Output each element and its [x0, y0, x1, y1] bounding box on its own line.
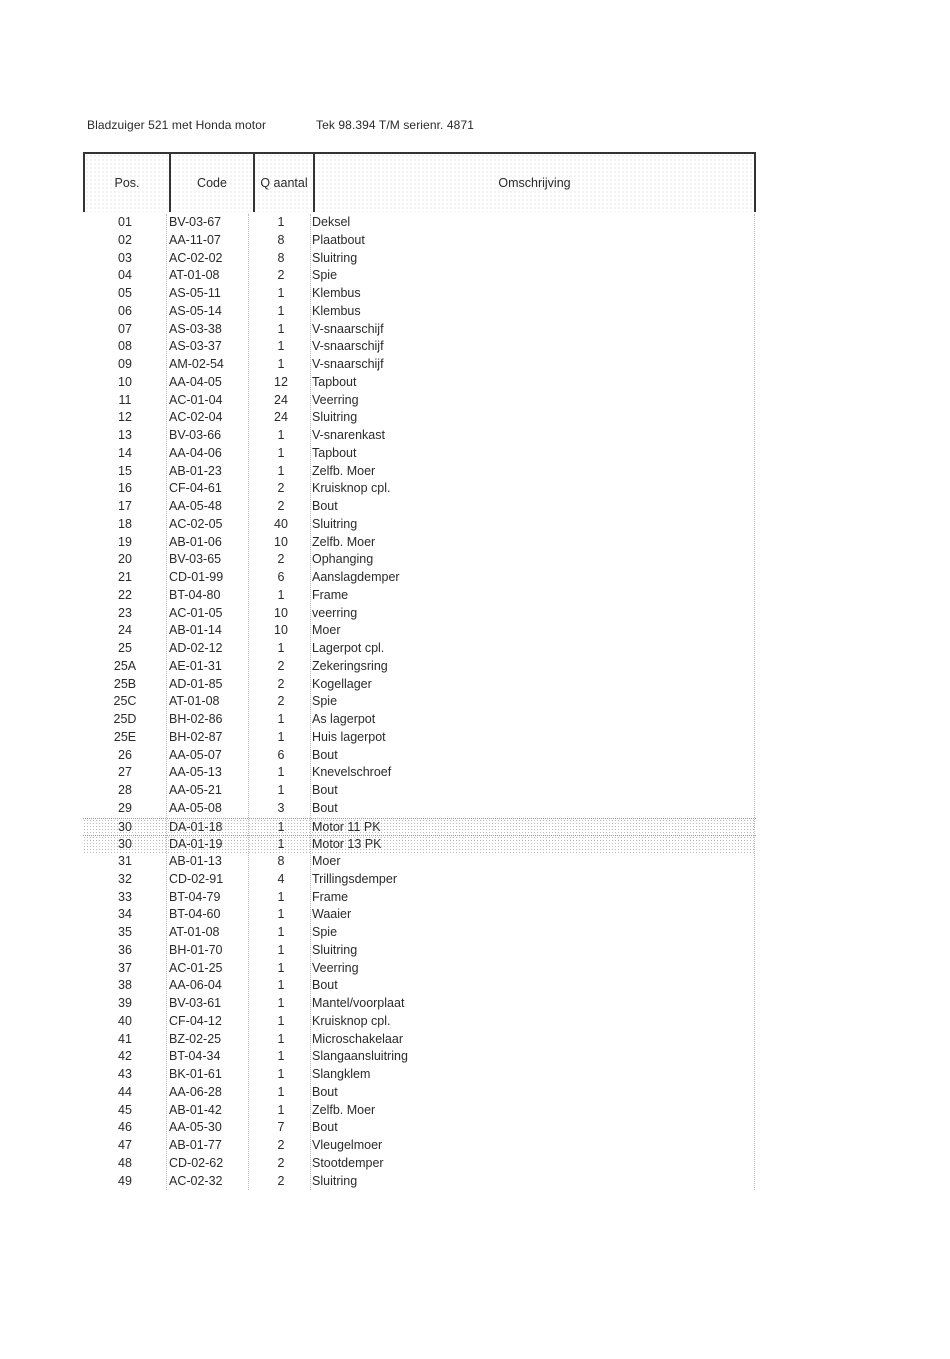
cell-qty: 1: [277, 1067, 285, 1081]
cell-qty: 1: [277, 286, 285, 300]
cell-code: AA-11-07: [169, 232, 221, 247]
table-row: [83, 693, 756, 711]
cell-description: Bout: [312, 1120, 338, 1135]
cell-pos: 13: [118, 428, 132, 442]
cell-description: Bout: [312, 783, 338, 797]
cell-description: Slangaansluitring: [312, 1049, 408, 1064]
cell-code: AB-01-42: [169, 1102, 222, 1117]
cell-code: AA-05-21: [169, 783, 222, 797]
table-row: [83, 711, 756, 729]
cell-code: AB-01-13: [169, 854, 222, 868]
cell-qty: 3: [277, 800, 285, 815]
cell-qty: 1: [277, 1013, 285, 1028]
cell-code: BT-04-34: [169, 1049, 221, 1064]
cell-qty: 10: [274, 623, 288, 638]
cell-description: Lagerpot cpl.: [312, 641, 385, 655]
cell-description: Stootdemper: [312, 1155, 384, 1170]
cell-code: AA-05-48: [169, 499, 222, 513]
cell-code: BH-02-87: [169, 729, 223, 744]
cell-code: BV-03-65: [169, 552, 222, 567]
table-row: [83, 977, 756, 995]
cell-description: Frame: [312, 587, 349, 602]
cell-qty: 1: [277, 712, 285, 726]
table-row: [83, 1119, 756, 1137]
cell-qty: 6: [277, 570, 285, 584]
table-row: [83, 871, 756, 889]
table-row: [83, 427, 756, 445]
cell-qty: 2: [277, 1155, 285, 1170]
table-row: [83, 214, 756, 232]
cell-qty: 6: [277, 747, 285, 762]
cell-qty: 1: [277, 783, 285, 797]
cell-pos: 43: [118, 1067, 132, 1081]
cell-code: AA-05-08: [169, 800, 222, 815]
cell-pos: 26: [118, 747, 132, 762]
table-row: [83, 1066, 756, 1084]
cell-pos: 48: [118, 1155, 132, 1170]
cell-description: V-snaarschijf: [312, 357, 384, 371]
cell-qty: 2: [277, 499, 285, 513]
cell-qty: 1: [277, 960, 285, 975]
cell-code: DA-01-19: [169, 837, 223, 852]
table-row: [83, 267, 756, 285]
cell-description: Vleugelmoer: [312, 1138, 383, 1152]
cell-description: Sluitring: [312, 410, 358, 425]
cell-code: BT-04-80: [169, 587, 221, 602]
table-row: [83, 729, 756, 747]
cell-pos: 41: [118, 1031, 132, 1046]
cell-code: AC-02-32: [169, 1173, 223, 1188]
table-row: [83, 924, 756, 942]
cell-description: Spie: [312, 694, 338, 709]
table-row: [83, 445, 756, 463]
cell-pos: 06: [118, 303, 132, 318]
cell-qty: 10: [274, 605, 288, 620]
cell-description: V-snaarschijf: [312, 321, 384, 336]
table-row: [83, 285, 756, 303]
cell-code: CF-04-61: [169, 481, 222, 496]
cell-qty: 12: [274, 374, 288, 389]
table-row: [83, 1031, 756, 1049]
cell-pos: 09: [118, 357, 132, 371]
cell-description: Sluitring: [312, 250, 358, 265]
cell-qty: 8: [277, 232, 285, 247]
cell-pos: 01: [118, 215, 132, 229]
table-row: [83, 374, 756, 392]
cell-pos: 37: [118, 960, 132, 975]
cell-pos: 10: [118, 374, 132, 389]
column-header-pos: Pos.: [114, 176, 140, 190]
table-row: [83, 250, 756, 268]
cell-pos: 22: [118, 587, 132, 602]
cell-code: BH-02-86: [169, 712, 223, 726]
cell-pos: 20: [118, 552, 132, 567]
cell-pos: 25C: [113, 694, 137, 709]
cell-description: Sluitring: [312, 516, 358, 531]
cell-pos: 49: [118, 1173, 132, 1188]
cell-code: AC-01-25: [169, 960, 223, 975]
cell-pos: 38: [118, 978, 132, 993]
cell-pos: 42: [118, 1049, 132, 1064]
table-row: [83, 906, 756, 924]
cell-pos: 35: [118, 925, 132, 939]
cell-description: Bout: [312, 747, 338, 762]
cell-pos: 03: [118, 250, 132, 265]
cell-description: Bout: [312, 499, 338, 513]
table-row: [83, 338, 756, 356]
cell-qty: 1: [277, 942, 285, 957]
cell-code: BH-01-70: [169, 942, 223, 957]
cell-qty: 1: [277, 445, 285, 460]
table-row: [83, 232, 756, 250]
cell-pos: 28: [118, 783, 132, 797]
cell-qty: 1: [277, 925, 285, 939]
column-header-code: Code: [169, 154, 253, 212]
cell-code: BZ-02-25: [169, 1031, 222, 1046]
cell-description: Sluitring: [312, 942, 358, 957]
cell-qty: 1: [277, 463, 285, 478]
cell-qty: 7: [277, 1120, 285, 1135]
table-row: [83, 498, 756, 516]
table-row: [83, 321, 756, 339]
table-row: [83, 818, 756, 836]
cell-qty: 1: [277, 837, 285, 852]
cell-description: Zelfb. Moer: [312, 534, 376, 549]
cell-pos: 07: [118, 321, 132, 336]
table-row: [83, 960, 756, 978]
cell-qty: 10: [274, 534, 288, 549]
cell-code: AA-06-28: [169, 1084, 222, 1099]
cell-description: Kogellager: [312, 676, 372, 691]
cell-description: Tapbout: [312, 445, 357, 460]
cell-qty: 1: [277, 321, 285, 336]
cell-description: Ophanging: [312, 552, 374, 567]
table-row: [83, 1048, 756, 1066]
cell-description: Bout: [312, 800, 338, 815]
table-row: [83, 622, 756, 640]
cell-description: Moer: [312, 623, 341, 638]
cell-code: AS-05-11: [169, 286, 221, 300]
cell-qty: 1: [277, 339, 285, 354]
table-row: [83, 303, 756, 321]
cell-code: AB-01-06: [169, 534, 222, 549]
cell-code: AC-02-04: [169, 410, 223, 425]
cell-pos: 14: [118, 445, 132, 460]
cell-description: Knevelschroef: [312, 765, 392, 780]
cell-code: BV-03-66: [169, 428, 222, 442]
cell-code: AC-02-05: [169, 516, 223, 531]
table-row: [83, 889, 756, 907]
cell-code: AS-05-14: [169, 303, 222, 318]
table-row: [83, 1084, 756, 1102]
cell-description: Deksel: [312, 215, 351, 229]
document-header: [87, 118, 475, 132]
cell-description: Microschakelaar: [312, 1031, 404, 1046]
cell-qty: 1: [277, 1049, 285, 1064]
table-row: [83, 534, 756, 552]
cell-description: Slangklem: [312, 1067, 371, 1081]
cell-description: Veerring: [312, 960, 359, 975]
cell-description: Spie: [312, 268, 338, 283]
cell-qty: 24: [274, 410, 288, 425]
cell-qty: 2: [277, 552, 285, 567]
table-row: [83, 409, 756, 427]
cell-code: AA-04-05: [169, 374, 222, 389]
cell-qty: 1: [277, 215, 285, 229]
table-row: [83, 516, 756, 534]
table-row: [83, 551, 756, 569]
cell-code: CD-02-91: [169, 871, 224, 886]
cell-qty: 2: [277, 694, 285, 709]
cell-code: AB-01-23: [169, 463, 222, 478]
cell-description: Frame: [312, 889, 349, 904]
table-row: [83, 995, 756, 1013]
cell-pos: 08: [118, 339, 132, 354]
table-row: [83, 764, 756, 782]
cell-qty: 1: [277, 587, 285, 602]
cell-pos: 16: [118, 481, 132, 496]
cell-qty: 24: [274, 392, 288, 407]
cell-description: Zelfb. Moer: [312, 463, 376, 478]
parts-table-header: [83, 152, 756, 212]
cell-pos: 32: [118, 871, 132, 886]
table-row: [83, 1013, 756, 1031]
cell-code: AB-01-14: [169, 623, 222, 638]
cell-description: Klembus: [312, 303, 361, 318]
cell-pos: 02: [118, 232, 132, 247]
cell-description: V-snarenkast: [312, 428, 385, 442]
cell-description: veerring: [312, 605, 358, 620]
cell-description: Kruisknop cpl.: [312, 481, 391, 496]
cell-description: Veerring: [312, 392, 359, 407]
cell-pos: 46: [118, 1120, 132, 1135]
cell-description: Zekeringsring: [312, 658, 388, 673]
cell-qty: 2: [277, 481, 285, 496]
cell-pos: 25: [118, 641, 132, 655]
cell-description: Zelfb. Moer: [312, 1102, 376, 1117]
cell-description: Mantel/voorplaat: [312, 996, 405, 1010]
cell-code: AT-01-08: [169, 694, 220, 709]
cell-description: Motor 11 PK: [312, 819, 381, 834]
table-row: [83, 392, 756, 410]
cell-code: AD-01-85: [169, 676, 223, 691]
cell-description: Klembus: [312, 286, 361, 300]
cell-pos: 25D: [113, 712, 137, 726]
header-title: Bladzuiger 521 met Honda motor: [87, 118, 267, 132]
cell-code: CD-01-99: [169, 570, 224, 584]
cell-pos: 21: [118, 570, 132, 584]
cell-description: Bout: [312, 1084, 338, 1099]
cell-description: Moer: [312, 854, 341, 868]
column-header-qty: Q aantal: [253, 154, 313, 212]
cell-pos: 47: [118, 1138, 132, 1152]
cell-code: AA-05-07: [169, 747, 222, 762]
cell-pos: 40: [118, 1013, 132, 1028]
cell-qty: 1: [277, 907, 285, 922]
cell-pos: 27: [118, 765, 132, 780]
table-row: [83, 853, 756, 871]
cell-code: DA-01-18: [169, 819, 223, 834]
cell-qty: 2: [277, 658, 285, 673]
cell-qty: 4: [277, 871, 285, 886]
table-row: [83, 605, 756, 623]
cell-qty: 1: [277, 357, 285, 371]
table-row: [83, 782, 756, 800]
cell-code: AA-05-13: [169, 765, 222, 780]
cell-description: Plaatbout: [312, 232, 365, 247]
table-row: [83, 480, 756, 498]
cell-pos: 15: [118, 463, 132, 478]
cell-code: BV-03-67: [169, 215, 222, 229]
cell-description: Waaier: [312, 907, 352, 922]
cell-description: Bout: [312, 978, 338, 993]
cell-code: BT-04-60: [169, 907, 221, 922]
table-row: [83, 800, 756, 818]
cell-qty: 1: [277, 1102, 285, 1117]
cell-pos: 23: [118, 605, 132, 620]
cell-qty: 1: [277, 819, 285, 834]
cell-qty: 2: [277, 676, 285, 691]
cell-code: AA-06-04: [169, 978, 222, 993]
cell-pos: 44: [118, 1084, 132, 1099]
table-row: [83, 1137, 756, 1155]
cell-pos: 31: [118, 854, 132, 868]
cell-pos: 24: [118, 623, 132, 638]
cell-pos: 30: [118, 837, 132, 852]
cell-qty: 1: [277, 729, 285, 744]
table-row: [83, 747, 756, 765]
cell-pos: 19: [118, 534, 132, 549]
cell-description: Sluitring: [312, 1173, 358, 1188]
cell-qty: 1: [277, 1084, 285, 1099]
cell-qty: 1: [277, 889, 285, 904]
cell-qty: 40: [274, 516, 288, 531]
cell-code: AT-01-08: [169, 268, 220, 283]
table-row: [83, 835, 756, 853]
cell-pos: 29: [118, 800, 132, 815]
cell-code: AT-01-08: [169, 925, 220, 939]
cell-code: AS-03-38: [169, 321, 222, 336]
cell-code: AB-01-77: [169, 1138, 222, 1152]
cell-code: AM-02-54: [169, 357, 224, 371]
table-row: [83, 942, 756, 960]
cell-pos: 25A: [113, 658, 137, 673]
table-row: [83, 356, 756, 374]
cell-code: BV-03-61: [169, 996, 222, 1010]
cell-qty: 1: [277, 765, 285, 780]
cell-qty: 2: [277, 1173, 285, 1188]
cell-qty: 2: [277, 1138, 285, 1152]
cell-qty: 1: [277, 996, 285, 1010]
table-row: [83, 1155, 756, 1173]
cell-qty: 1: [277, 641, 285, 655]
cell-description: V-snaarschijf: [312, 339, 384, 354]
cell-description: Spie: [312, 925, 338, 939]
cell-code: AA-04-06: [169, 445, 222, 460]
cell-description: Aanslagdemper: [312, 570, 400, 584]
cell-description: Tapbout: [312, 374, 357, 389]
cell-code: CF-04-12: [169, 1013, 222, 1028]
table-row: [83, 587, 756, 605]
cell-qty: 8: [277, 854, 285, 868]
cell-code: AS-03-37: [169, 339, 222, 354]
cell-pos: 33: [118, 889, 132, 904]
cell-code: AC-02-02: [169, 250, 223, 265]
cell-pos: 45: [118, 1102, 132, 1117]
table-row: [83, 463, 756, 481]
cell-qty: 8: [277, 250, 285, 265]
cell-qty: 1: [277, 978, 285, 993]
cell-pos: 25E: [113, 729, 137, 744]
table-row: [83, 1173, 756, 1191]
cell-pos: 04: [118, 268, 132, 283]
cell-description: As lagerpot: [312, 712, 376, 726]
cell-code: AC-01-04: [169, 392, 223, 407]
cell-code: CD-02-62: [169, 1155, 224, 1170]
cell-pos: 36: [118, 942, 132, 957]
cell-code: AE-01-31: [169, 658, 222, 673]
table-row: [83, 658, 756, 676]
cell-pos: 17: [118, 499, 132, 513]
cell-pos: 18: [118, 516, 132, 531]
header-reference: Tek 98.394 T/M serienr. 4871: [316, 118, 475, 132]
cell-pos: 25B: [113, 676, 137, 691]
cell-pos: 39: [118, 996, 132, 1010]
cell-pos: 11: [118, 392, 132, 407]
cell-pos: 12: [118, 410, 132, 425]
cell-code: AD-02-12: [169, 641, 223, 655]
cell-qty: 1: [277, 428, 285, 442]
cell-code: AC-01-05: [169, 605, 223, 620]
cell-code: BK-01-61: [169, 1067, 222, 1081]
cell-code: BT-04-79: [169, 889, 221, 904]
table-row: [83, 676, 756, 694]
cell-qty: 1: [277, 303, 285, 318]
cell-pos: 30: [118, 819, 132, 834]
cell-pos: 05: [118, 286, 132, 300]
table-row: [83, 640, 756, 658]
table-row: [83, 1102, 756, 1120]
column-header-description: Omschrijving: [313, 154, 754, 212]
cell-pos: 34: [118, 907, 132, 922]
cell-description: Kruisknop cpl.: [312, 1013, 391, 1028]
parts-table-body: [83, 214, 756, 1190]
cell-description: Huis lagerpot: [312, 729, 386, 744]
cell-qty: 1: [277, 1031, 285, 1046]
cell-description: Motor 13 PK: [312, 837, 382, 852]
table-row: [83, 569, 756, 587]
cell-code: AA-05-30: [169, 1120, 222, 1135]
cell-qty: 2: [277, 268, 285, 283]
cell-description: Trillingsdemper: [312, 871, 397, 886]
